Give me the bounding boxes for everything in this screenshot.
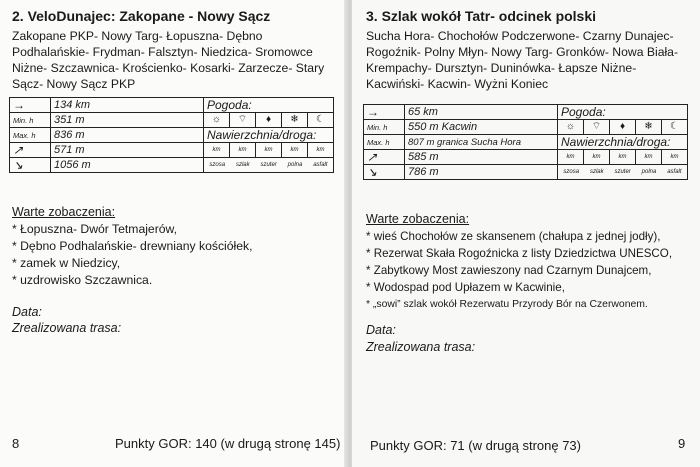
max-height-label: Max. h xyxy=(364,135,405,150)
route-line: Kacwiński- Kacwin- Wyżni Koniec xyxy=(366,77,549,91)
km-cell[interactable]: km xyxy=(584,150,610,164)
max-height-value: 807 m granica Sucha Hora xyxy=(405,135,558,150)
surface-type: szlak xyxy=(235,162,250,168)
surface-type: polna xyxy=(287,162,303,168)
sun-icon[interactable]: ☼ xyxy=(558,120,584,134)
surface-type: szlak xyxy=(589,169,604,175)
wind-icon[interactable]: ⌔ xyxy=(230,113,256,127)
min-height-value: 351 m xyxy=(51,113,204,128)
weather-icons xyxy=(558,120,688,135)
distance-icon: → xyxy=(10,98,51,113)
route-line: Niżne- Szczawnica- Krościenko- Kosarki- Zarzecze- Stary xyxy=(12,61,325,75)
km-cell[interactable]: km xyxy=(636,150,662,164)
moon-icon[interactable]: ☾ xyxy=(316,114,325,125)
surface-types xyxy=(204,158,334,173)
surface-type: szosa xyxy=(209,162,226,168)
sight-item: * zamek w Niedzicy, xyxy=(12,256,121,270)
route-description xyxy=(12,28,324,92)
surface-label: Nawierzchnia/droga: xyxy=(558,135,688,150)
route-line: Rogoźnik- Polny Młyn- Nowy Targ- Gronków- Nowa Biała- xyxy=(366,45,679,59)
ascent-value: 585 m xyxy=(405,150,558,165)
sights-list xyxy=(12,221,253,289)
date-label: Data: xyxy=(366,323,396,337)
wind-icon[interactable]: ⌔ xyxy=(584,120,610,134)
completed-route-label: Zrealizowana trasa: xyxy=(12,321,122,335)
route-title: 3. Szlak wokół Tatr- odcinek polski xyxy=(366,8,597,24)
route-line: Podhalańskie- Frydman- Falsztyn- Niedzica- Sromowce xyxy=(12,45,313,59)
max-height-label: Max. h xyxy=(10,128,51,143)
km-cell[interactable]: km xyxy=(282,143,308,157)
route-title: 2. VeloDunajec: Zakopane - Nowy Sącz xyxy=(12,8,271,24)
rain-icon[interactable]: ♦ xyxy=(256,113,282,127)
surface-km-cells xyxy=(558,150,688,165)
km-cell[interactable]: km xyxy=(204,143,230,157)
right-page xyxy=(352,0,700,467)
km-cell[interactable]: km xyxy=(316,147,325,153)
weather-label: Pogoda: xyxy=(204,98,334,113)
km-cell[interactable]: km xyxy=(230,143,256,157)
left-page xyxy=(0,0,348,467)
km-cell[interactable]: km xyxy=(558,150,584,164)
sight-item: * Wodospad pod Upłazem w Kacwinie, xyxy=(366,281,565,294)
km-cell[interactable]: km xyxy=(670,154,679,160)
weather-icons xyxy=(204,113,334,128)
surface-type: polna xyxy=(641,169,657,175)
sights-heading: Warte zobaczenia: xyxy=(12,205,116,219)
surface-type: szuter xyxy=(614,169,631,175)
distance-icon: → xyxy=(364,105,405,120)
route-line: Sucha Hora- Chochołów Podczerwone- Czarny Dunajec- xyxy=(366,29,674,43)
ascent-value: 571 m xyxy=(51,143,204,158)
rain-icon[interactable]: ♦ xyxy=(610,120,636,134)
min-height-label: Min. h xyxy=(364,120,405,135)
distance-value: 65 km xyxy=(405,105,558,120)
sight-item: * Łopuszna- Dwór Tetmajerów, xyxy=(12,222,178,236)
snow-icon[interactable]: ❄ xyxy=(282,113,308,127)
route-line: Sącz- Nowy Sącz PKP xyxy=(12,77,136,91)
sights-list xyxy=(366,228,672,313)
descent-value: 1056 m xyxy=(51,158,204,173)
sight-item: * Rezerwat Skała Rogoźnicka z listy Dziedzictwa UNESCO, xyxy=(366,247,673,260)
snow-icon[interactable]: ❄ xyxy=(636,120,662,134)
sight-item: * Dębno Podhalańskie- drewniany kościółek, xyxy=(12,239,253,253)
descent-icon: ↘ xyxy=(364,165,405,180)
surface-type: asfalt xyxy=(667,169,682,175)
weather-label: Pogoda: xyxy=(558,105,688,120)
sights-heading: Warte zobaczenia: xyxy=(366,212,470,226)
surface-type: asfalt xyxy=(313,162,328,168)
surface-km-cells xyxy=(204,143,334,158)
page-number: 9 xyxy=(678,436,686,451)
route-info-table xyxy=(363,104,688,180)
sight-item: * „sowi” szlak wokół Rezerwatu Przyrody Bór na Czerwonem. xyxy=(366,299,648,310)
sight-item: * wieś Chochołów ze skansenem (chałupa z jednej jodły), xyxy=(366,230,661,243)
points-gor: Punkty GOR: 71 (w drugą stronę 73) xyxy=(370,438,581,453)
km-cell[interactable]: km xyxy=(610,150,636,164)
min-height-value: 550 m Kacwin xyxy=(405,120,558,135)
route-line: Zakopane PKP- Nowy Targ- Łopuszna- Dębno xyxy=(12,29,263,43)
distance-value: 134 km xyxy=(51,98,204,113)
points-gor: Punkty GOR: 140 (w drugą stronę 145) xyxy=(115,436,341,451)
surface-label: Nawierzchnia/droga: xyxy=(204,128,334,143)
moon-icon[interactable]: ☾ xyxy=(670,121,679,132)
descent-value: 786 m xyxy=(405,165,558,180)
date-label: Data: xyxy=(12,305,42,319)
route-description xyxy=(366,28,678,92)
route-line: Krempachy- Dursztyn- Duninówka- Łapsze Niżne- xyxy=(366,61,637,75)
sun-icon[interactable]: ☼ xyxy=(204,113,230,127)
surface-type: szuter xyxy=(260,162,277,168)
min-height-label: Min. h xyxy=(10,113,51,128)
completed-route-label: Zrealizowana trasa: xyxy=(366,340,476,354)
ascent-icon: ↗ xyxy=(10,143,51,158)
route-info-table xyxy=(9,97,334,173)
descent-icon: ↘ xyxy=(10,158,51,173)
surface-types xyxy=(558,165,688,180)
km-cell[interactable]: km xyxy=(256,143,282,157)
max-height-value: 836 m xyxy=(51,128,204,143)
sight-item: * uzdrowisko Szczawnica. xyxy=(12,273,153,287)
sight-item: * Zabytkowy Most zawieszony nad Czarnym Dunajcem, xyxy=(366,264,652,277)
ascent-icon: ↗ xyxy=(364,150,405,165)
page-number: 8 xyxy=(12,436,20,451)
surface-type: szosa xyxy=(563,169,580,175)
